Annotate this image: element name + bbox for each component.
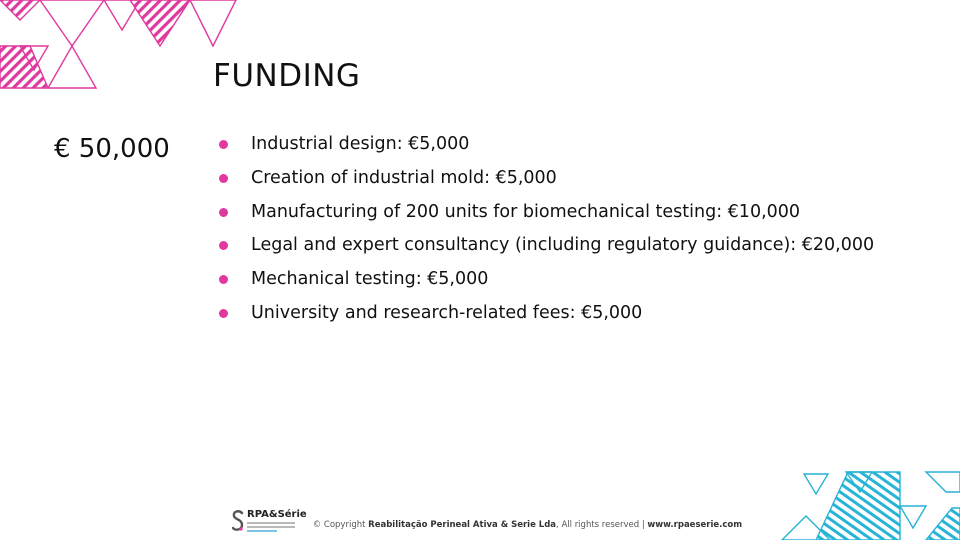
list-item-label: University and research-related fees: €5,000 bbox=[251, 302, 643, 323]
list-item bbox=[218, 165, 874, 199]
list-item-label: Creation of industrial mold: €5,000 bbox=[251, 167, 557, 188]
total-funding-amount: € 50,000 bbox=[54, 134, 170, 164]
bullet-icon bbox=[219, 208, 228, 217]
decorative-triangles-bottom-right bbox=[776, 466, 960, 540]
company-logo bbox=[232, 509, 307, 532]
footer bbox=[232, 509, 742, 532]
list-item-label: Industrial design: €5,000 bbox=[251, 134, 470, 154]
decorative-triangles-top-left bbox=[0, 0, 240, 92]
website-link[interactable]: www.rpaeserie.com bbox=[647, 519, 743, 530]
logo-tagline-line bbox=[247, 530, 277, 532]
list-item bbox=[218, 266, 874, 300]
logo-tagline-line bbox=[247, 522, 295, 524]
bullet-icon bbox=[219, 140, 228, 149]
list-item bbox=[218, 131, 874, 165]
list-item bbox=[218, 199, 874, 233]
list-item-label: Mechanical testing: €5,000 bbox=[251, 269, 489, 290]
rights-text: , All rights reserved | bbox=[556, 519, 645, 530]
bullet-icon bbox=[219, 309, 228, 318]
copyright-prefix: © Copyright bbox=[312, 519, 366, 530]
bullet-icon bbox=[219, 241, 228, 250]
list-item bbox=[218, 232, 874, 266]
slide-title: FUNDING bbox=[213, 58, 361, 94]
bullet-icon bbox=[219, 275, 228, 284]
copyright-text bbox=[313, 520, 742, 530]
company-name: Reabilitação Perineal Ativa & Serie Lda bbox=[368, 519, 557, 530]
logo-name: RPA&Série bbox=[247, 509, 307, 520]
list-item bbox=[218, 300, 874, 334]
bullet-icon bbox=[219, 174, 228, 183]
list-item-label: Legal and expert consultancy (including regulatory guidance): €20,000 bbox=[251, 235, 875, 256]
funding-breakdown-list bbox=[218, 131, 874, 334]
logo-s-icon bbox=[232, 510, 244, 532]
list-item-label: Manufacturing of 200 units for biomechanical testing: €10,000 bbox=[251, 201, 801, 222]
logo-tagline-line bbox=[247, 526, 295, 528]
